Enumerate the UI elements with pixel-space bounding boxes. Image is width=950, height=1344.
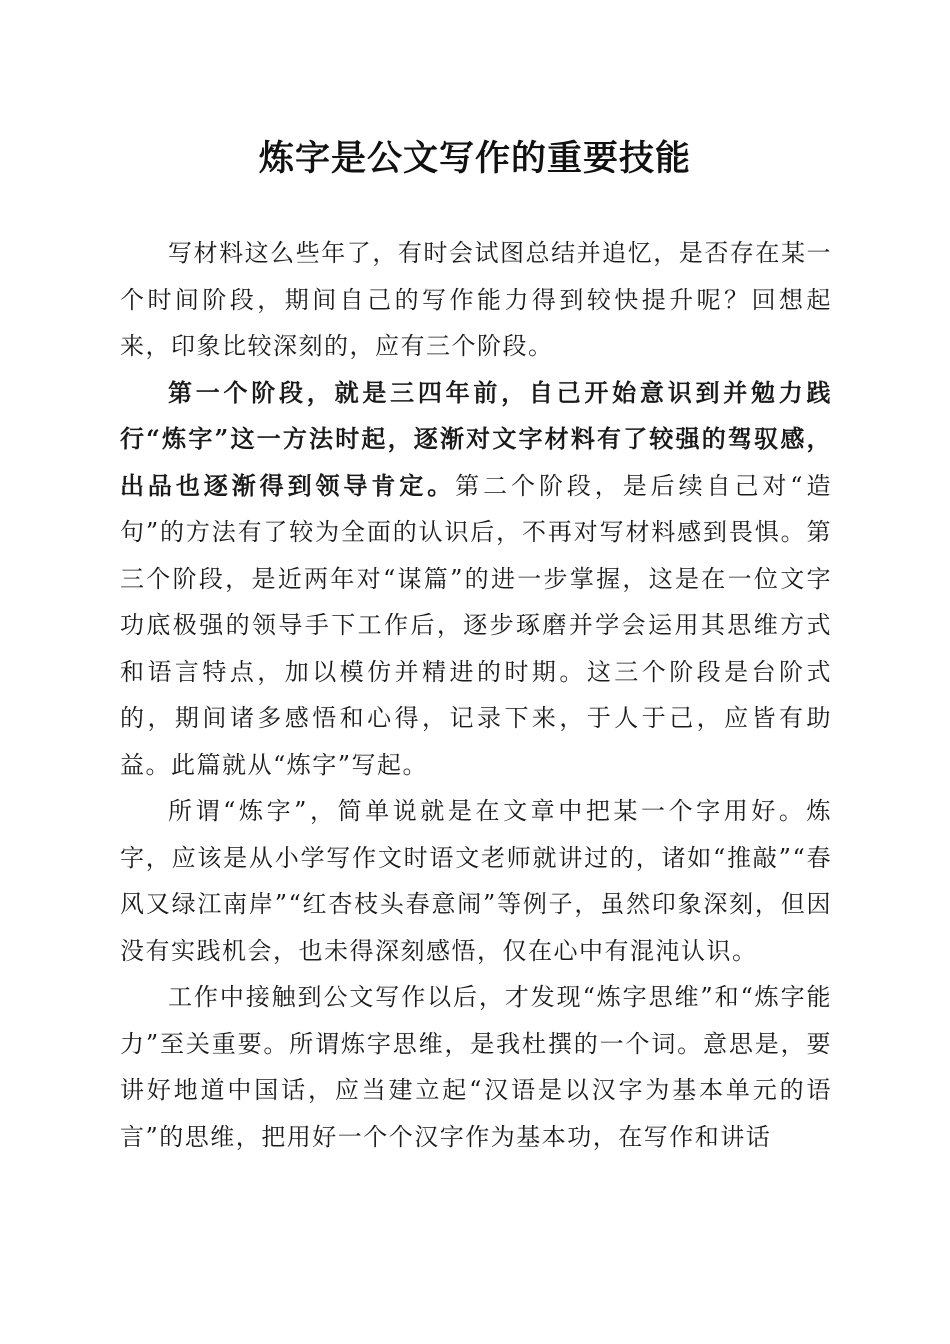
paragraph-4 [120, 974, 832, 1160]
paragraph-text: 第二个阶段，是后续自己对“造句”的方法有了较为全面的认识后，不再对写材料感到畏惧。第三个阶段，是近两年对“谋篇”的进一步掌握，这是在一位文字功底极强的领导手下工作后，逐步琢磨并学会运用其思维方式和语言特点，加以模仿并精进的时期。这三个阶段是台阶式的，期间诸多感悟和心得，记录下来，于人于己，应皆有助益。此篇就从“炼字”写起。 [120, 471, 832, 779]
paragraph-lead-bold: 第一个阶段，就是三四年前，自己开始意识到并勉力践行“炼字”这一方法时起，逐渐对文字材料有了较强的驾驭感，出品也逐渐得到领导肯定。 [120, 377, 832, 500]
paragraph-text: 所谓“炼字”，简单说就是在文章中把某一个字用好。炼字，应该是从小学写作文时语文老师就讲过的，诸如“推敲”“春风又绿江南岸”“红杏枝头春意闹”等例子，虽然印象深刻，但因没有实践机会，也未得深刻感悟，仅在心中有混沌认识。 [120, 797, 832, 965]
document-title: 炼字是公文写作的重要技能 [258, 138, 691, 179]
paragraph-text: 写材料这么些年了，有时会试图总结并追忆，是否存在某一个时间阶段，期间自己的写作能力得到较快提升呢？回想起来，印象比较深刻的，应有三个阶段。 [120, 239, 832, 360]
paragraph-3 [120, 788, 832, 974]
paragraph-text: 工作中接触到公文写作以后，才发现“炼字思维”和“炼字能力”至关重要。所谓炼字思维，是我杜撰的一个词。意思是，要讲好地道中国话，应当建立起“汉语是以汉字为基本单元的语言”的思维，把用好一个个汉字作为基本功，在写作和讲话 [120, 983, 832, 1151]
paragraph-1 [120, 230, 832, 370]
paragraph-2 [120, 370, 832, 789]
document-body [120, 230, 832, 1160]
